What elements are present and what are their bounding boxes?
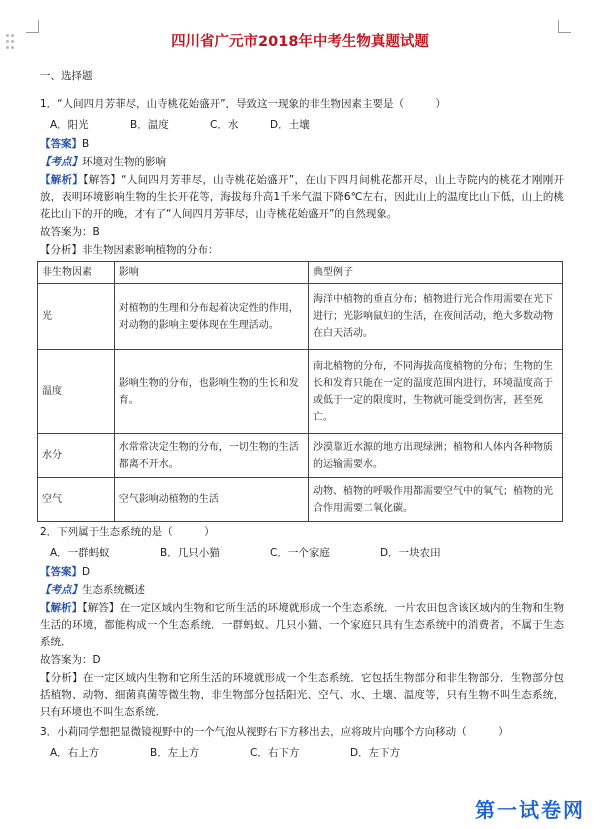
table-cell: 南北植物的分布，不同海拔高度植物的分布；生物的生长和发育只能在一定的温度范围内进行，环境温度高于或低于一定的限度时，生物就可能受到伤害，甚至死亡。 — [308, 350, 562, 434]
table-row — [38, 350, 563, 434]
question-2-analyze: 【分析】在一定区域内生物和它所生活的环境就形成一个生态系统．它包括生物部分和非生物部分．生物部分包括植物、动物、细菌真菌等微生物，非生物部分包括阳光、空气、水、土壤、温度等，只有生物不叫生态系统，只有环境也不叫生态系统． — [40, 672, 565, 718]
table-header-row — [38, 262, 563, 284]
question-2-stem: 2．下列属于生态系统的是（ ） — [40, 526, 215, 538]
question-2-analysis: 【解析】【解答】在一定区域内生物和它所生活的环境就形成一个生态系统．一片农田包含该区域内的生物和生物生活的环境，都能构成一个生态系统．一群蚂蚁、几只小猫、一个家庭只具有生态系统中的消费者，不属于生态系统． — [40, 602, 565, 648]
table-cell: 海洋中植物的垂直分布；植物进行光合作用需要在光下进行；光影响鼠妇的生活，在夜间活动，绝大多数动物在白天活动。 — [308, 284, 562, 350]
question-1-conclusion: 故答案为：B — [40, 226, 100, 238]
option-b: B．温度 — [130, 119, 169, 131]
table-cell: 水常常决定生物的分布，一切生物的生活都离不开水。 — [114, 434, 308, 478]
question-1-answer: 【答案】B — [40, 138, 90, 150]
table-cell: 沙漠靠近水源的地方出现绿洲；植物和人体内各种物质的运输需要水。 — [308, 434, 562, 478]
table-row — [38, 284, 563, 350]
table-cell: 影响生物的分布，也影响生物的生长和发育。 — [114, 350, 308, 434]
table-cell: 动物、植物的呼吸作用都需要空气中的氧气；植物的光合作用需要二氧化碳。 — [308, 478, 562, 522]
table-cell: 光 — [38, 284, 115, 350]
option-c: C．一个家庭 — [270, 547, 330, 559]
option-c: C．水 — [210, 119, 239, 131]
factor-table — [37, 261, 563, 522]
table-cell: 水分 — [38, 434, 115, 478]
table-row — [38, 478, 563, 522]
section-heading: 一、选择题 — [40, 70, 93, 82]
option-a: A．阳光 — [50, 119, 89, 131]
question-2-conclusion: 故答案为：D — [40, 654, 101, 666]
question-3-stem: 3．小莉同学想把显微镜视野中的一个气泡从视野右下方移出去，应将玻片向哪个方向移动（ ） — [40, 726, 509, 738]
option-a: A．一群蚂蚁 — [50, 547, 110, 559]
site-logo: 第一试卷网 — [475, 798, 585, 822]
question-1-stem: 1．“人间四月芳菲尽，山寺桃花始盛开”，导致这一现象的非生物因素主要是（ ） — [40, 98, 447, 110]
option-c: C．右下方 — [250, 747, 300, 759]
question-2-options — [50, 545, 564, 562]
drag-handle-icon[interactable] — [6, 34, 16, 50]
table-header: 典型例子 — [308, 262, 562, 284]
table-cell: 对植物的生理和分布起着决定性的作用，对动物的影响主要体现在生理活动。 — [114, 284, 308, 350]
question-1-analysis: 【解析】【解答】“人间四月芳菲尽，山寺桃花始盛开”，在山下四月间桃花都开尽，山上寺院内的桃花才刚刚开放，表明环境影响生物的生长开花等，海拔每升高1千米气温下降6℃左右，因此山上的温度比山下低，山上的桃花比山下的开的晚，才有了“人间四月芳菲尽，山寺桃花始盛开”的自然现象。 — [40, 174, 565, 220]
question-2-answer: 【答案】D — [40, 566, 91, 578]
question-3-options — [50, 745, 564, 762]
option-d: D．左下方 — [350, 747, 401, 759]
table-header: 非生物因素 — [38, 262, 115, 284]
table-cell: 温度 — [38, 350, 115, 434]
option-b: B．几只小猫 — [160, 547, 220, 559]
question-1-analyze: 【分析】非生物因素影响植物的分布： — [40, 244, 219, 256]
table-header: 影响 — [114, 262, 308, 284]
document-page — [36, 32, 564, 764]
table-row — [38, 434, 563, 478]
page-title: 四川省广元市2018年中考生物真题试题 — [171, 34, 429, 50]
option-d: D．土壤 — [270, 119, 310, 131]
option-a: A．右上方 — [50, 747, 100, 759]
question-1-options — [50, 117, 564, 134]
question-2-point: 【考点】生态系统概述 — [40, 584, 145, 596]
question-1-point: 【考点】环境对生物的影响 — [40, 156, 166, 168]
table-cell: 空气影响动植物的生活 — [114, 478, 308, 522]
option-b: B．左上方 — [150, 747, 200, 759]
table-cell: 空气 — [38, 478, 115, 522]
option-d: D．一块农田 — [380, 547, 441, 559]
